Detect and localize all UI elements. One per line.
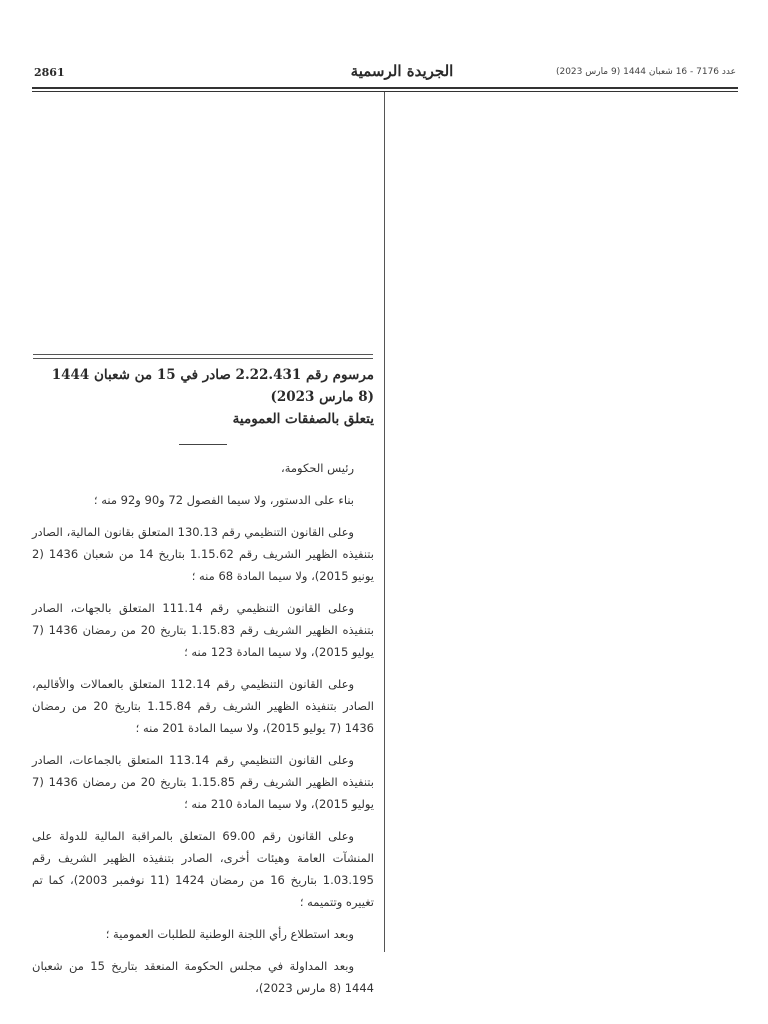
paragraph: وعلى القانون التنظيمي رقم 111.14 المتعلق بالجهات، الصادر بتنفيذه الظهير الشريف رقم 1.15.83 بتاريخ 20 من رمضان 1436 (7 يوليو 2015)، ولا سيما المادة 123 منه ؛ bbox=[32, 601, 374, 659]
title-rule bbox=[179, 444, 227, 445]
paragraph: وعلى القانون التنظيمي رقم 113.14 المتعلق بالجماعات، الصادر بتنفيذه الظهير الشريف رقم 1.15.85 بتاريخ 20 من رمضان 1436 (7 يوليو 2015)، ولا سيما المادة 210 منه ؛ bbox=[32, 753, 374, 811]
column-divider bbox=[384, 92, 385, 952]
paragraph: رئيس الحكومة، bbox=[281, 461, 354, 475]
issue-info: عدد 7176 - 16 شعبان 1444 (9 مارس 2023) bbox=[555, 67, 736, 77]
decree-title-line1: مرسوم رقم 2.22.431 صادر في 15 من شعبان 1444 (8 مارس 2023) bbox=[51, 367, 374, 405]
paragraph: وعلى القانون التنظيمي رقم 130.13 المتعلق بقانون المالية، الصادر بتنفيذه الظهير الشريف رقم 1.15.62 بتاريخ 14 من شعبان 1436 (2 يونيو 2015)، ولا سيما المادة 68 منه ؛ bbox=[32, 525, 374, 583]
paragraph: وبعد استطلاع رأي اللجنة الوطنية للطلبات العمومية ؛ bbox=[105, 927, 354, 941]
gazette-title: الجريدة الرسمية bbox=[350, 62, 454, 80]
page-number: 2861 bbox=[34, 66, 65, 79]
decree-title bbox=[32, 364, 374, 430]
paragraph: وبعد المداولة في مجلس الحكومة المنعقد بتاريخ 15 من شعبان 1444 (8 مارس 2023)، bbox=[32, 959, 374, 995]
page-header bbox=[32, 62, 738, 88]
paragraph: وعلى القانون رقم 69.00 المتعلق بالمراقبة المالية للدولة على المنشآت العامة وهيئات أخرى، الصادر بتنفيذه الظهير الشريف رقم 1.03.195 بتاريخ 16 من رمضان 1424 (11 نوفمبر 2003)، كما تم تغييره وتتميمه ؛ bbox=[32, 829, 374, 909]
decree-section bbox=[32, 364, 374, 1009]
section-rule bbox=[33, 354, 373, 359]
decree-title-line2: يتعلق بالصفقات العمومية bbox=[232, 411, 374, 427]
paragraph: بناء على الدستور، ولا سيما الفصول 72 و90 و92 منه ؛ bbox=[93, 493, 354, 507]
paragraph: وعلى القانون التنظيمي رقم 112.14 المتعلق بالعمالات والأقاليم، الصادر بتنفيذه الظهير الشريف رقم 1.15.84 بتاريخ 20 من رمضان 1436 (7 يوليو 2015)، ولا سيما المادة 201 منه ؛ bbox=[32, 677, 374, 735]
header-rule bbox=[32, 87, 738, 92]
